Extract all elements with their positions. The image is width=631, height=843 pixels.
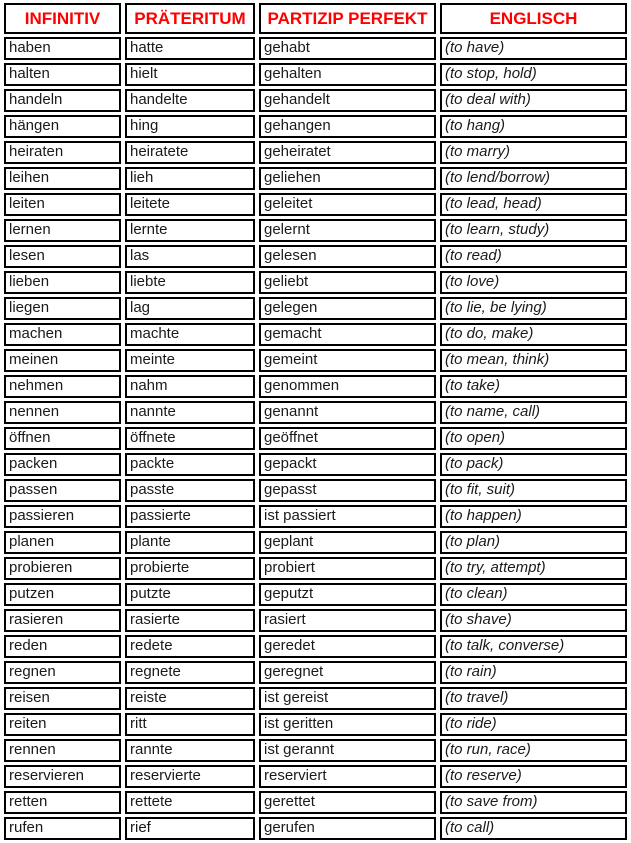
partizip-perfekt-cell: gepasst — [259, 479, 436, 502]
table-row — [4, 739, 627, 762]
englisch-cell: (to shave) — [440, 609, 627, 632]
table-row — [4, 349, 627, 372]
partizip-perfekt-cell: gehangen — [259, 115, 436, 138]
partizip-perfekt-cell: geregnet — [259, 661, 436, 684]
table-row — [4, 63, 627, 86]
partizip-perfekt-cell: reserviert — [259, 765, 436, 788]
infinitiv-cell: passieren — [4, 505, 121, 528]
infinitiv-cell: reisen — [4, 687, 121, 710]
partizip-perfekt-cell: genommen — [259, 375, 436, 398]
partizip-perfekt-cell: genannt — [259, 401, 436, 424]
table-row — [4, 323, 627, 346]
praeteritum-cell: rasierte — [125, 609, 255, 632]
infinitiv-cell: lesen — [4, 245, 121, 268]
header-englisch: ENGLISCH — [440, 3, 627, 34]
infinitiv-cell: haben — [4, 37, 121, 60]
englisch-cell: (to open) — [440, 427, 627, 450]
englisch-cell: (to run, race) — [440, 739, 627, 762]
partizip-perfekt-cell: geheiratet — [259, 141, 436, 164]
infinitiv-cell: machen — [4, 323, 121, 346]
partizip-perfekt-cell: geputzt — [259, 583, 436, 606]
infinitiv-cell: lernen — [4, 219, 121, 242]
infinitiv-cell: meinen — [4, 349, 121, 372]
praeteritum-cell: rief — [125, 817, 255, 840]
infinitiv-cell: öffnen — [4, 427, 121, 450]
partizip-perfekt-cell: geplant — [259, 531, 436, 554]
partizip-perfekt-cell: gemeint — [259, 349, 436, 372]
englisch-cell: (to read) — [440, 245, 627, 268]
infinitiv-cell: rasieren — [4, 609, 121, 632]
englisch-cell: (to learn, study) — [440, 219, 627, 242]
partizip-perfekt-cell: ist passiert — [259, 505, 436, 528]
englisch-cell: (to deal with) — [440, 89, 627, 112]
table-row — [4, 271, 627, 294]
englisch-cell: (to hang) — [440, 115, 627, 138]
infinitiv-cell: reiten — [4, 713, 121, 736]
partizip-perfekt-cell: gehabt — [259, 37, 436, 60]
englisch-cell: (to name, call) — [440, 401, 627, 424]
praeteritum-cell: lieh — [125, 167, 255, 190]
praeteritum-cell: leitete — [125, 193, 255, 216]
praeteritum-cell: handelte — [125, 89, 255, 112]
englisch-cell: (to talk, converse) — [440, 635, 627, 658]
englisch-cell: (to ride) — [440, 713, 627, 736]
header-praeteritum: PRÄTERITUM — [125, 3, 255, 34]
praeteritum-cell: machte — [125, 323, 255, 346]
partizip-perfekt-cell: gelesen — [259, 245, 436, 268]
infinitiv-cell: retten — [4, 791, 121, 814]
table-row — [4, 557, 627, 580]
englisch-cell: (to rain) — [440, 661, 627, 684]
englisch-cell: (to try, attempt) — [440, 557, 627, 580]
infinitiv-cell: leihen — [4, 167, 121, 190]
table-row — [4, 245, 627, 268]
partizip-perfekt-cell: gerufen — [259, 817, 436, 840]
partizip-perfekt-cell: geöffnet — [259, 427, 436, 450]
englisch-cell: (to fit, suit) — [440, 479, 627, 502]
praeteritum-cell: regnete — [125, 661, 255, 684]
englisch-cell: (to mean, think) — [440, 349, 627, 372]
table-row — [4, 141, 627, 164]
englisch-cell: (to save from) — [440, 791, 627, 814]
partizip-perfekt-cell: ist gereist — [259, 687, 436, 710]
praeteritum-cell: plante — [125, 531, 255, 554]
praeteritum-cell: las — [125, 245, 255, 268]
header-infinitiv: INFINITIV — [4, 3, 121, 34]
englisch-cell: (to love) — [440, 271, 627, 294]
partizip-perfekt-cell: probiert — [259, 557, 436, 580]
partizip-perfekt-cell: geredet — [259, 635, 436, 658]
praeteritum-cell: heiratete — [125, 141, 255, 164]
praeteritum-cell: lag — [125, 297, 255, 320]
praeteritum-cell: öffnete — [125, 427, 255, 450]
englisch-cell: (to clean) — [440, 583, 627, 606]
table-row — [4, 167, 627, 190]
table-row — [4, 635, 627, 658]
infinitiv-cell: handeln — [4, 89, 121, 112]
infinitiv-cell: leiten — [4, 193, 121, 216]
table-row — [4, 89, 627, 112]
infinitiv-cell: nehmen — [4, 375, 121, 398]
praeteritum-cell: redete — [125, 635, 255, 658]
table-row — [4, 297, 627, 320]
infinitiv-cell: lieben — [4, 271, 121, 294]
partizip-perfekt-cell: gehalten — [259, 63, 436, 86]
partizip-perfekt-cell: gepackt — [259, 453, 436, 476]
table-row — [4, 193, 627, 216]
partizip-perfekt-cell: geliehen — [259, 167, 436, 190]
praeteritum-cell: putzte — [125, 583, 255, 606]
praeteritum-cell: ritt — [125, 713, 255, 736]
praeteritum-cell: meinte — [125, 349, 255, 372]
table-row — [4, 687, 627, 710]
praeteritum-cell: nannte — [125, 401, 255, 424]
infinitiv-cell: heiraten — [4, 141, 121, 164]
praeteritum-cell: rettete — [125, 791, 255, 814]
praeteritum-cell: hatte — [125, 37, 255, 60]
partizip-perfekt-cell: ist gerannt — [259, 739, 436, 762]
infinitiv-cell: planen — [4, 531, 121, 554]
table-row — [4, 765, 627, 788]
table-row — [4, 427, 627, 450]
table-row — [4, 661, 627, 684]
table-body — [4, 37, 627, 840]
praeteritum-cell: packte — [125, 453, 255, 476]
partizip-perfekt-cell: geliebt — [259, 271, 436, 294]
infinitiv-cell: reden — [4, 635, 121, 658]
table-row — [4, 37, 627, 60]
englisch-cell: (to do, make) — [440, 323, 627, 346]
praeteritum-cell: reservierte — [125, 765, 255, 788]
englisch-cell: (to take) — [440, 375, 627, 398]
infinitiv-cell: reservieren — [4, 765, 121, 788]
partizip-perfekt-cell: ist geritten — [259, 713, 436, 736]
infinitiv-cell: rufen — [4, 817, 121, 840]
praeteritum-cell: passierte — [125, 505, 255, 528]
table-row — [4, 817, 627, 840]
infinitiv-cell: rennen — [4, 739, 121, 762]
partizip-perfekt-cell: rasiert — [259, 609, 436, 632]
table-row — [4, 531, 627, 554]
infinitiv-cell: hängen — [4, 115, 121, 138]
praeteritum-cell: hing — [125, 115, 255, 138]
partizip-perfekt-cell: geleitet — [259, 193, 436, 216]
infinitiv-cell: nennen — [4, 401, 121, 424]
englisch-cell: (to travel) — [440, 687, 627, 710]
englisch-cell: (to plan) — [440, 531, 627, 554]
table-row — [4, 713, 627, 736]
table-row — [4, 453, 627, 476]
praeteritum-cell: lernte — [125, 219, 255, 242]
infinitiv-cell: regnen — [4, 661, 121, 684]
englisch-cell: (to pack) — [440, 453, 627, 476]
infinitiv-cell: halten — [4, 63, 121, 86]
table-row — [4, 791, 627, 814]
table-row — [4, 375, 627, 398]
praeteritum-cell: liebte — [125, 271, 255, 294]
table-row — [4, 219, 627, 242]
table-row — [4, 505, 627, 528]
header-partizip-perfekt: PARTIZIP PERFEKT — [259, 3, 436, 34]
englisch-cell: (to marry) — [440, 141, 627, 164]
partizip-perfekt-cell: gelernt — [259, 219, 436, 242]
praeteritum-cell: nahm — [125, 375, 255, 398]
praeteritum-cell: rannte — [125, 739, 255, 762]
infinitiv-cell: probieren — [4, 557, 121, 580]
englisch-cell: (to reserve) — [440, 765, 627, 788]
table-row — [4, 115, 627, 138]
table-row — [4, 609, 627, 632]
praeteritum-cell: hielt — [125, 63, 255, 86]
partizip-perfekt-cell: gerettet — [259, 791, 436, 814]
englisch-cell: (to lend/borrow) — [440, 167, 627, 190]
header-row — [4, 3, 627, 34]
englisch-cell: (to happen) — [440, 505, 627, 528]
partizip-perfekt-cell: gemacht — [259, 323, 436, 346]
praeteritum-cell: probierte — [125, 557, 255, 580]
infinitiv-cell: passen — [4, 479, 121, 502]
partizip-perfekt-cell: gehandelt — [259, 89, 436, 112]
englisch-cell: (to lie, be lying) — [440, 297, 627, 320]
table-row — [4, 401, 627, 424]
partizip-perfekt-cell: gelegen — [259, 297, 436, 320]
infinitiv-cell: packen — [4, 453, 121, 476]
praeteritum-cell: passte — [125, 479, 255, 502]
praeteritum-cell: reiste — [125, 687, 255, 710]
englisch-cell: (to have) — [440, 37, 627, 60]
englisch-cell: (to lead, head) — [440, 193, 627, 216]
infinitiv-cell: putzen — [4, 583, 121, 606]
englisch-cell: (to stop, hold) — [440, 63, 627, 86]
table-row — [4, 583, 627, 606]
englisch-cell: (to call) — [440, 817, 627, 840]
infinitiv-cell: liegen — [4, 297, 121, 320]
table-row — [4, 479, 627, 502]
